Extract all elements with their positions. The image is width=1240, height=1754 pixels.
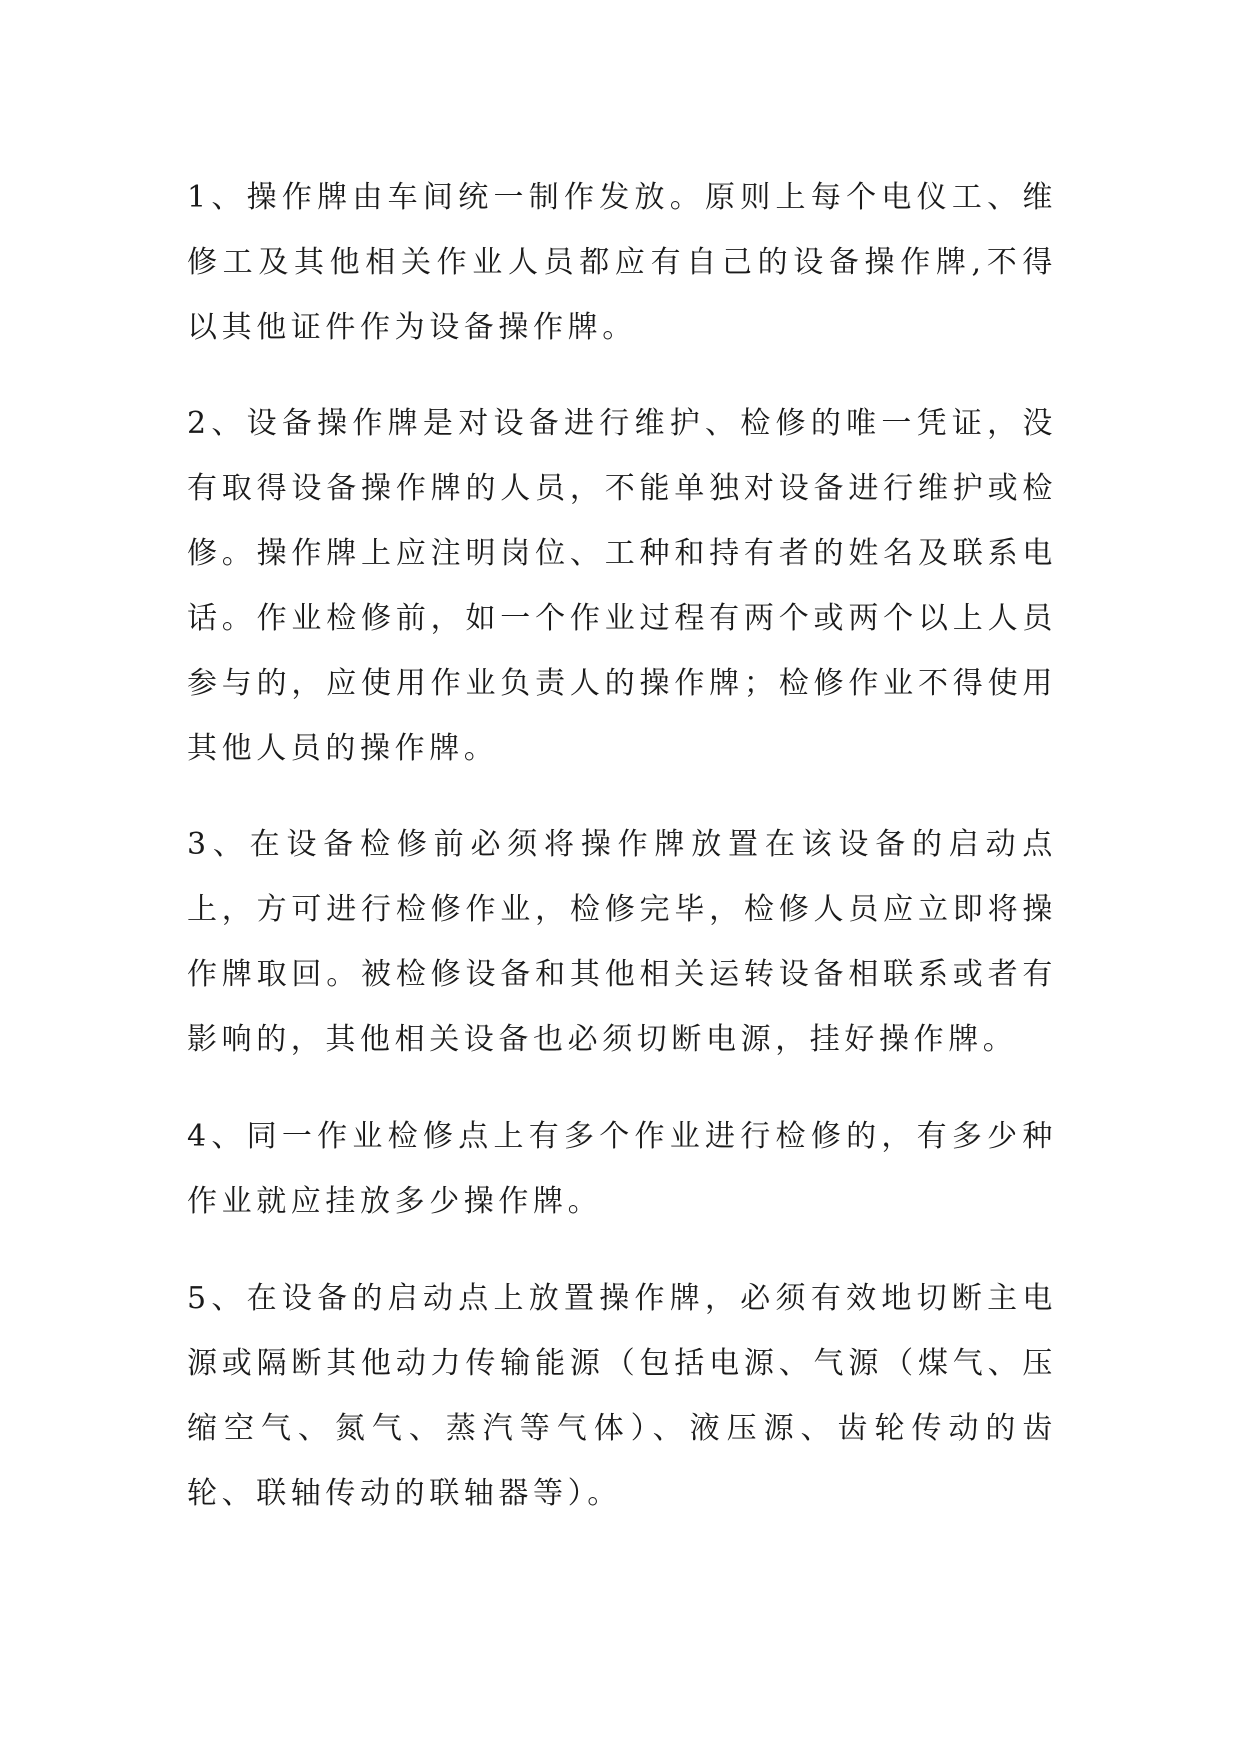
- paragraph-5: 5、在设备的启动点上放置操作牌，必须有效地切断主电源或隔断其他动力传输能源（包括电源、气源（煤气、压缩空气、氮气、蒸汽等气体）、液压源、齿轮传动的齿轮、联轴传动的联轴器等）。: [187, 1281, 1057, 1511]
- paragraph-2: 2、设备操作牌是对设备进行维护、检修的唯一凭证，没有取得设备操作牌的人员，不能单独对设备进行维护或检修。操作牌上应注明岗位、工种和持有者的姓名及联系电话。作业检修前，如一个作业过程有两个或两个以上人员参与的，应使用作业负责人的操作牌；检修作业不得使用其他人员的操作牌。: [187, 406, 1057, 766]
- paragraph-3: 3、在设备检修前必须将操作牌放置在该设备的启动点上，方可进行检修作业，检修完毕，检修人员应立即将操作牌取回。被检修设备和其他相关运转设备相联系或者有影响的，其他相关设备也必须切断电源，挂好操作牌。: [187, 827, 1057, 1057]
- paragraph-4: 4、同一作业检修点上有多个作业进行检修的，有多少种作业就应挂放多少操作牌。: [187, 1119, 1057, 1219]
- paragraph-1: 1、操作牌由车间统一制作发放。原则上每个电仪工、维修工及其他相关作业人员都应有自己的设备操作牌,不得以其他证件作为设备操作牌。: [187, 180, 1057, 345]
